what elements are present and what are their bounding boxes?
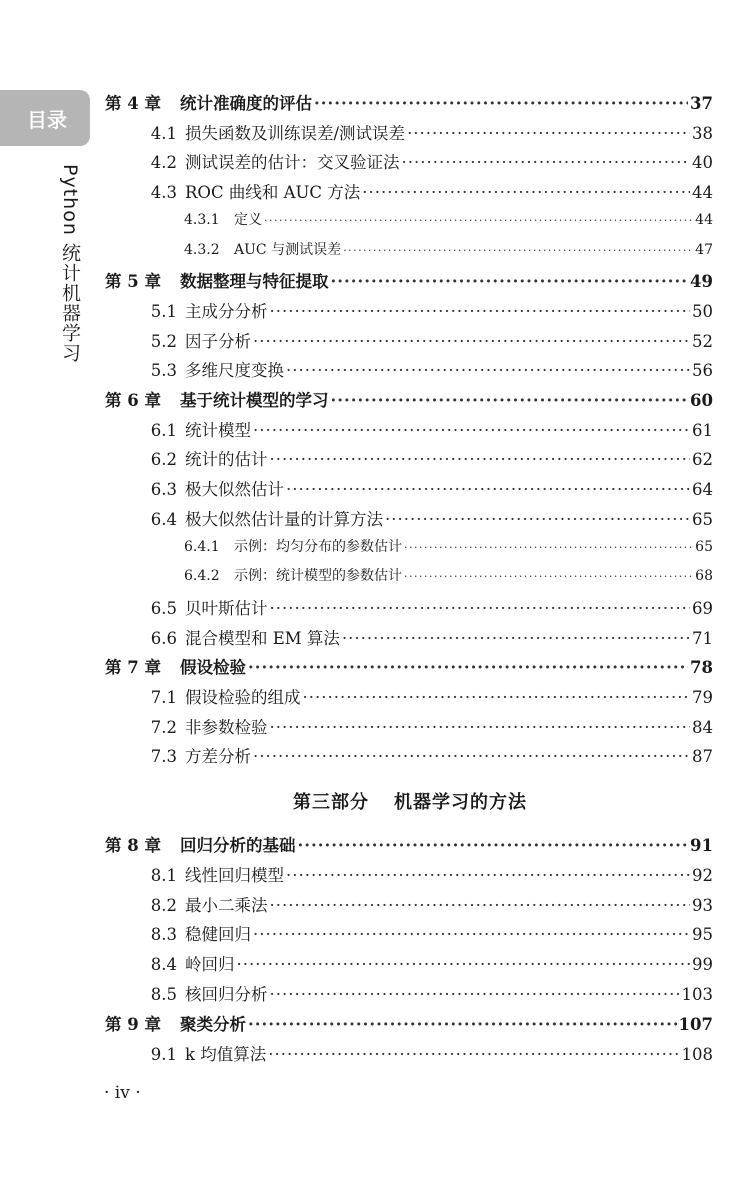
toc-section-entry: [140, 595, 713, 619]
entry-page-number: 47: [695, 241, 713, 258]
dot-leader: [362, 183, 690, 202]
entry-title: 多维尺度变换: [185, 361, 284, 381]
toc-section-entry: [140, 357, 713, 381]
entry-title: 统计准确度的评估: [180, 94, 312, 113]
entry-number: 4.3.2: [184, 241, 220, 258]
entry-number: 8.1: [150, 865, 177, 885]
part-heading: [0, 788, 750, 814]
entry-title: ROC 曲线和 AUC 方法: [185, 183, 361, 203]
entry-page-number: 71: [692, 628, 713, 648]
toc-section-entry: [140, 417, 713, 441]
entry-title: 定义: [234, 211, 262, 228]
entry-number: 6.5: [150, 598, 177, 618]
entry-title: 因子分析: [185, 331, 251, 351]
entry-title: 示例：统计模型的参数估计: [234, 568, 402, 585]
dot-leader: [343, 244, 693, 257]
dot-leader: [331, 272, 689, 291]
dot-leader: [270, 450, 691, 469]
entry-page-number: 38: [692, 123, 713, 143]
entry-page-number: 108: [681, 1044, 713, 1064]
toc-section-entry: [140, 981, 713, 1005]
entry-page-number: 78: [690, 658, 713, 678]
dot-leader: [248, 1015, 677, 1034]
entry-title: 极大似然估计量的计算方法: [185, 509, 383, 529]
entry-number: 4.1: [150, 123, 177, 143]
toc-section-entry: [140, 951, 713, 975]
entry-page-number: 65: [692, 509, 713, 529]
toc-section-entry: [140, 476, 713, 500]
entry-page-number: 56: [692, 361, 713, 381]
entry-title: 岭回归: [185, 955, 235, 975]
entry-title: 线性回归模型: [185, 865, 284, 885]
entry-title: 核回归分析: [185, 985, 268, 1004]
dot-leader: [342, 629, 690, 648]
dot-leader: [270, 896, 691, 915]
entry-page-number: 40: [692, 153, 713, 173]
entry-number: 7.2: [150, 717, 177, 737]
entry-number: 7.1: [150, 688, 177, 707]
entry-title: 混合模型和 EM 算法: [185, 628, 340, 648]
toc-chapter-entry: [105, 1011, 713, 1035]
dot-leader: [298, 836, 689, 855]
entry-title: 贝叶斯估计: [185, 598, 268, 618]
toc-section-entry: [140, 625, 713, 649]
entry-number: 第 4 章: [105, 94, 161, 113]
entry-title: 聚类分析: [180, 1014, 246, 1034]
entry-title: 示例：均匀分布的参数估计: [234, 538, 402, 555]
toc-section-entry: [140, 921, 713, 945]
entry-page-number: 93: [692, 895, 713, 915]
entry-number: 6.4.2: [184, 568, 220, 585]
toc-subsection-entry: [184, 565, 713, 585]
entry-number: 6.1: [150, 420, 177, 440]
dot-leader: [253, 747, 690, 766]
toc-section-entry: [140, 714, 713, 738]
toc-chapter-entry: [105, 90, 713, 114]
entry-page-number: 79: [692, 688, 713, 707]
entry-page-number: 37: [690, 94, 713, 113]
toc-section-entry: [140, 743, 713, 767]
toc-tab: 目录: [0, 90, 90, 146]
entry-number: 8.4: [150, 955, 177, 975]
entry-page-number: 92: [692, 865, 713, 885]
dot-leader: [402, 153, 691, 172]
entry-title: 测试误差的估计：交叉验证法: [185, 153, 400, 173]
toc-subsection-entry: [184, 536, 713, 556]
dot-leader: [270, 599, 691, 618]
entry-title: 假设检验的组成: [185, 688, 301, 707]
entry-number: 第 7 章: [105, 658, 161, 678]
dot-leader: [270, 302, 691, 321]
page-folio: · iv ·: [104, 1083, 141, 1103]
entry-number: 7.3: [150, 747, 177, 767]
entry-page-number: 52: [692, 331, 713, 351]
toc-section-entry: [140, 328, 713, 352]
entry-number: 6.4.1: [184, 538, 220, 555]
dot-leader: [237, 955, 691, 974]
dot-leader: [385, 510, 690, 529]
entry-page-number: 62: [692, 450, 713, 470]
toc-section-entry: [140, 862, 713, 886]
entry-page-number: 49: [690, 272, 713, 292]
entry-page-number: 84: [692, 717, 713, 737]
toc-section-entry: [140, 506, 713, 530]
entry-number: 5.1: [150, 301, 177, 321]
entry-number: 5.2: [150, 331, 177, 351]
toc-chapter-entry: [105, 832, 713, 856]
dot-leader: [303, 688, 691, 707]
entry-number: 第 9 章: [105, 1014, 161, 1034]
book-title-vertical: Python 统计机器学习: [59, 164, 81, 363]
entry-page-number: 64: [692, 480, 713, 500]
entry-page-number: 69: [692, 598, 713, 618]
entry-title: 数据整理与特征提取: [180, 272, 329, 292]
dot-leader: [404, 570, 693, 583]
entry-number: 第 8 章: [105, 836, 161, 855]
toc-chapter-entry: [105, 654, 713, 678]
entry-page-number: 61: [692, 420, 713, 440]
dot-leader: [253, 421, 690, 440]
dot-leader: [270, 985, 680, 1004]
entry-page-number: 50: [692, 301, 713, 321]
entry-page-number: 65: [695, 538, 713, 555]
part-number: 第三部分: [292, 792, 369, 813]
entry-number: 第 6 章: [105, 391, 161, 410]
toc-section-entry: [140, 149, 713, 173]
entry-title: 方差分析: [185, 747, 251, 767]
entry-title: 稳健回归: [185, 925, 251, 945]
entry-title: 非参数检验: [185, 717, 268, 737]
toc-section-entry: [140, 446, 713, 470]
toc-section-entry: [140, 684, 713, 708]
entry-number: 6.3: [150, 480, 177, 500]
toc-subsection-entry: [184, 209, 713, 229]
toc-section-entry: [140, 298, 713, 322]
dot-leader: [331, 391, 689, 410]
entry-number: 6.2: [150, 450, 177, 470]
entry-number: 8.5: [150, 985, 177, 1004]
entry-title: 极大似然估计: [185, 480, 284, 500]
entry-title: AUC 与测试误差: [234, 241, 342, 258]
dot-leader: [270, 718, 691, 737]
dot-leader: [407, 124, 690, 143]
toc-chapter-entry: [105, 387, 713, 411]
dot-leader: [264, 214, 693, 227]
dot-leader: [314, 94, 688, 113]
dot-leader: [286, 361, 690, 380]
toc-section-entry: [140, 120, 713, 144]
entry-number: 4.3: [150, 183, 177, 203]
toc-section-entry: [140, 892, 713, 916]
entry-number: 8.2: [150, 895, 177, 915]
entry-number: 4.2: [150, 153, 177, 173]
entry-number: 4.3.1: [184, 211, 220, 228]
entry-number: 第 5 章: [105, 272, 161, 292]
toc-section-entry: [140, 179, 713, 203]
entry-number: 8.3: [150, 925, 177, 945]
entry-title: 统计的估计: [185, 450, 268, 470]
entry-title: k 均值算法: [185, 1044, 267, 1064]
toc-section-entry: [140, 1041, 713, 1065]
entry-title: 主成分分析: [185, 301, 268, 321]
entry-page-number: 60: [690, 391, 713, 410]
entry-page-number: 44: [692, 183, 713, 203]
entry-page-number: 91: [690, 836, 713, 855]
entry-page-number: 103: [681, 985, 713, 1004]
entry-title: 假设检验: [180, 658, 246, 678]
dot-leader: [248, 658, 688, 677]
entry-number: 5.3: [150, 361, 177, 381]
entry-page-number: 44: [695, 211, 713, 228]
dot-leader: [253, 925, 690, 944]
entry-number: 6.4: [150, 509, 177, 529]
entry-page-number: 99: [692, 955, 713, 975]
part-name: 机器学习的方法: [394, 792, 528, 813]
dot-leader: [404, 541, 693, 554]
entry-title: 最小二乘法: [185, 895, 268, 915]
entry-page-number: 95: [692, 925, 713, 945]
dot-leader: [286, 866, 690, 885]
toc-chapter-entry: [105, 268, 713, 292]
dot-leader: [286, 480, 690, 499]
entry-page-number: 107: [678, 1014, 713, 1034]
toc-subsection-entry: [184, 239, 713, 259]
entry-page-number: 68: [695, 568, 713, 585]
entry-number: 6.6: [150, 628, 177, 648]
entry-title: 损失函数及训练误差/测试误差: [185, 123, 406, 143]
dot-leader: [268, 1045, 679, 1064]
entry-title: 回归分析的基础: [180, 836, 296, 855]
entry-page-number: 87: [692, 747, 713, 767]
dot-leader: [253, 332, 690, 351]
entry-title: 基于统计模型的学习: [180, 391, 329, 410]
entry-title: 统计模型: [185, 420, 251, 440]
entry-number: 9.1: [150, 1044, 177, 1064]
